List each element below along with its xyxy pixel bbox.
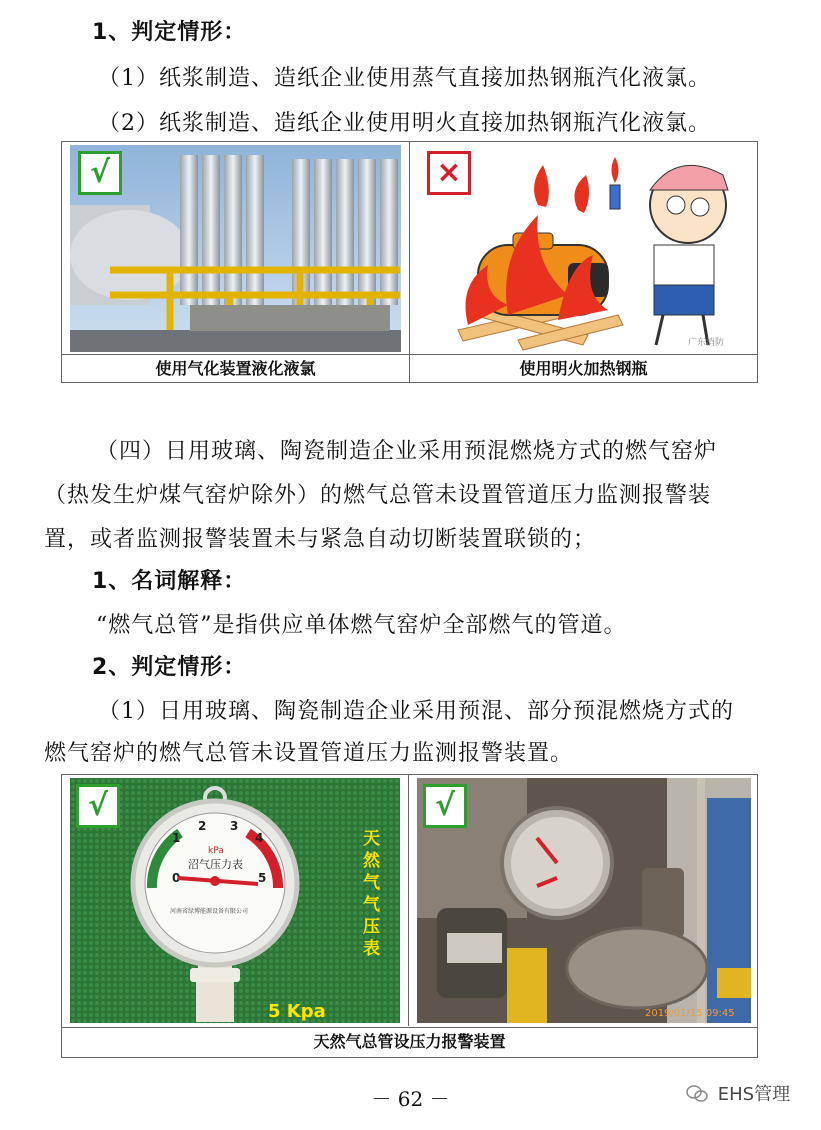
cross-mark-icon: × <box>427 151 471 195</box>
tick-5: 5 <box>258 871 267 885</box>
figure-table-1 <box>61 141 758 383</box>
tick-1: 1 <box>172 831 181 845</box>
check-mark-icon: √ <box>423 784 467 828</box>
gauge-unit: kPa <box>208 846 224 856</box>
clause-four-line-1: （四）日用玻璃、陶瓷制造企业采用预混燃烧方式的燃气窑炉 <box>96 439 718 464</box>
judgement-item-1: （1）纸浆制造、造纸企业使用蒸气直接加热钢瓶汽化液氯。 <box>98 66 711 91</box>
tick-3: 3 <box>230 819 239 833</box>
clause-four-line-2: （热发生炉煤气窑炉除外）的燃气总管未设置管道压力监测报警装 <box>44 483 712 508</box>
check-mark-icon: √ <box>78 151 122 195</box>
brand-name: EHS管理 <box>717 1084 791 1105</box>
gauge-maker: 河南省绿博能源设备有限公司 <box>170 908 249 915</box>
section-heading-judgement: 1、判定情形： <box>92 20 247 45</box>
tick-0: 0 <box>172 871 181 885</box>
vertical-label: 天然气气压表 <box>363 829 380 959</box>
date-stamp: 2019/01/15 09:45 <box>645 1008 735 1019</box>
judgement-2-line-1: （1）日用玻璃、陶瓷制造企业采用预混、部分预混燃烧方式的 <box>98 699 734 724</box>
tick-2: 2 <box>198 819 207 833</box>
check-mark-icon: √ <box>76 784 120 828</box>
caption-vaporizer: 使用气化装置液化液氯 <box>155 359 316 378</box>
gauge-title: 沼气压力表 <box>188 858 243 871</box>
caption-open-flame: 使用明火加热钢瓶 <box>519 359 648 378</box>
judgement-item-2: （2）纸浆制造、造纸企业使用明火直接加热钢瓶汽化液氯。 <box>98 111 711 136</box>
figure-table-2 <box>61 774 758 1058</box>
term-definition: “燃气总管”是指供应单体燃气窑炉全部燃气的管道。 <box>96 613 627 638</box>
wechat-icon <box>686 1085 708 1103</box>
clause-four-line-3: 置，或者监测报警装置未与紧急自动切断装置联锁的； <box>44 527 597 552</box>
gauge-reading: 5 Kpa <box>268 1001 326 1022</box>
watermark-text: 广东消防 <box>688 338 725 348</box>
judgement-2-line-2: 燃气窑炉的燃气总管未设置管道压力监测报警装置。 <box>44 741 574 766</box>
tick-4: 4 <box>255 831 264 845</box>
caption-gas-main-alarm: 天然气总管设压力报警装置 <box>313 1032 506 1051</box>
brand-watermark <box>686 1080 790 1106</box>
page-number: － 62 － <box>371 1087 450 1111</box>
photo-field-installation <box>417 778 751 1023</box>
section-heading-terms: 1、名词解释： <box>92 569 247 594</box>
section-heading-judgement-2: 2、判定情形： <box>92 655 247 680</box>
